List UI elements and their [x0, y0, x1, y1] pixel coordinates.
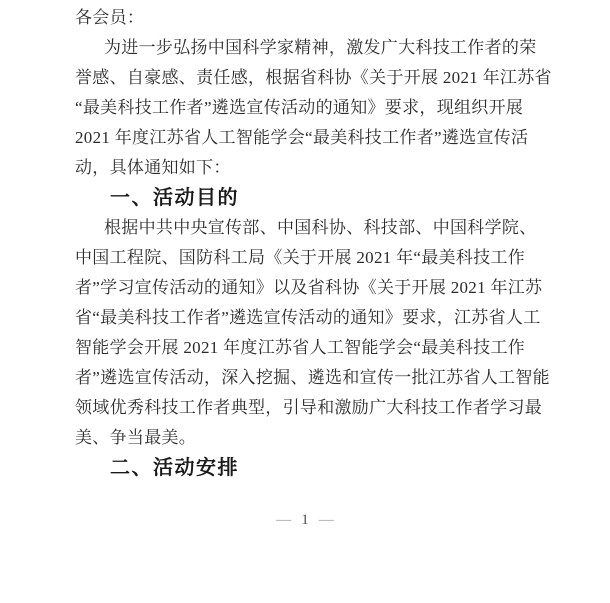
- section-heading-2: 二、活动安排: [110, 457, 239, 479]
- doc-line: 者”学习宣传活动的通知》以及省科协《关于开展 2021 年江苏: [75, 278, 543, 297]
- doc-line: 誉感、自豪感、责任感，根据省科协《关于开展 2021 年江苏省: [75, 68, 552, 87]
- section-heading-1: 一、活动目的: [110, 187, 239, 209]
- doc-line: 省“最美科技工作者”遴选宣传活动的通知》要求，江苏省人工: [75, 308, 541, 327]
- footer-dash-left: —: [276, 512, 292, 528]
- doc-line: 美、争当最美。: [75, 428, 197, 447]
- doc-line: “最美科技工作者”遴选宣传活动的通知》要求，现组织开展: [75, 98, 524, 117]
- doc-line: 者”遴选宣传活动，深入挖掘、遴选和宣传一批江苏省人工智能: [75, 368, 550, 387]
- page-number: 1: [301, 512, 309, 528]
- doc-line: 中国工程院、国防科工局《关于开展 2021 年“最美科技工作: [75, 248, 526, 267]
- salutation-line: 各会员：: [75, 8, 145, 27]
- page-footer: [0, 505, 610, 535]
- doc-line: 根据中共中央宣传部、中国科协、科技部、中国科学院、: [104, 218, 537, 237]
- doc-line: 智能学会开展 2021 年度江苏省人工智能学会“最美科技工作: [75, 338, 526, 357]
- doc-line: 领域优秀科技工作者典型，引导和激励广大科技工作者学习最: [75, 398, 543, 417]
- doc-line: 2021 年度江苏省人工智能学会“最美科技工作者”遴选宣传活: [75, 128, 529, 147]
- document-body: [75, 3, 552, 483]
- doc-line: 动，具体通知如下：: [75, 158, 231, 177]
- footer-dash-right: —: [318, 512, 334, 528]
- doc-line: 为进一步弘扬中国科学家精神，激发广大科技工作者的荣: [104, 38, 537, 57]
